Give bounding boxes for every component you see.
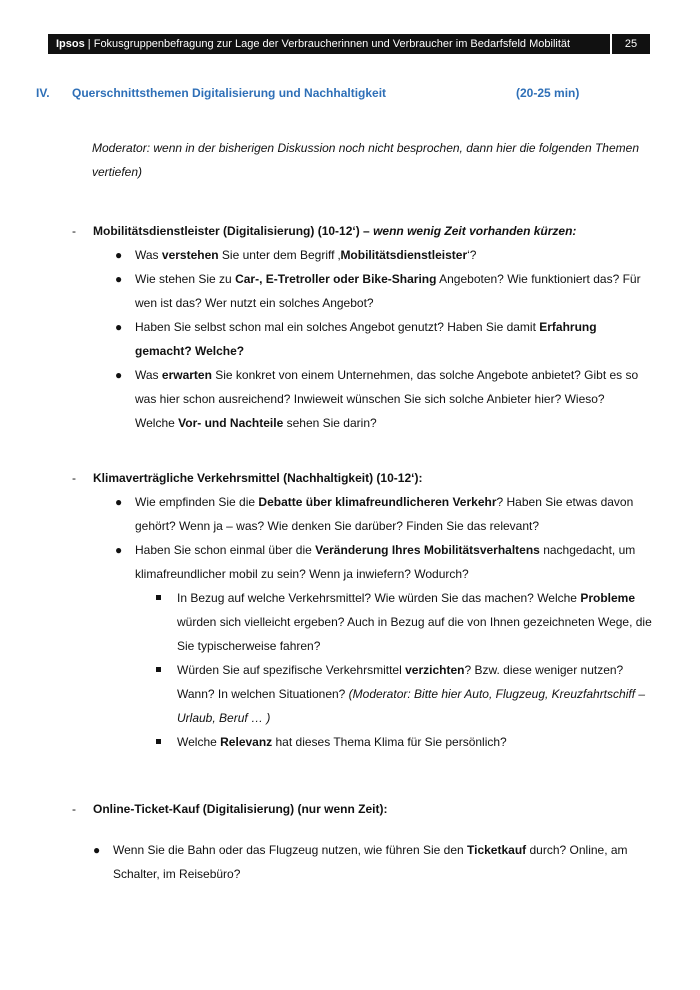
topic-title: Online-Ticket-Kauf (Digitalisierung) (nur wenn Zeit): — [93, 802, 388, 816]
topic2-subquestions — [177, 586, 655, 754]
text: Welche — [177, 735, 221, 749]
text-italic: (Moderator: Bitte hier Auto, Flugzeug, Kreuzfahrtschiff – Urlaub, Beruf … ) — [177, 687, 646, 725]
text: In Bezug auf welche Verkehrsmittel? Wie würden Sie das machen? Welche — [177, 591, 581, 605]
text: Welche — [135, 416, 179, 430]
topic-title — [93, 219, 576, 243]
dash-marker: - — [72, 802, 76, 816]
square-bullet-icon — [156, 739, 161, 744]
text: ? Bzw. diese weniger nutzen? Wann? In welchen Situationen? — [177, 663, 624, 701]
text: Sie unter dem Begriff ‚ — [218, 248, 341, 262]
bullet-icon: ● — [115, 543, 123, 557]
text: Angeboten? Wie funktioniert das? Für wen ist das? Wer nutzt ein solches Angebot? — [135, 272, 641, 310]
topic-title: Klimaverträgliche Verkehrsmittel (Nachhaltigkeit) (10-12‘): — [93, 471, 423, 485]
bullet-icon: ● — [115, 495, 123, 509]
topic1-questions — [115, 243, 655, 435]
bullet-icon: ● — [115, 248, 123, 262]
text: Wie empfinden Sie die — [135, 495, 259, 509]
dash-marker: - — [72, 224, 76, 238]
topic2-questions — [115, 490, 655, 754]
section-heading — [36, 84, 636, 102]
text-bold: verstehen — [161, 248, 219, 262]
moderator-note: Moderator: wenn in der bisherigen Diskussion noch nicht besprochen, dann hier die folgenden Themen vertiefen) — [92, 141, 640, 179]
page-header — [48, 34, 650, 54]
list-item — [115, 267, 655, 315]
square-bullet-icon — [156, 595, 161, 600]
text: Haben Sie selbst schon mal ein solches Angebot genutzt? Haben Sie damit — [135, 320, 540, 334]
text: hat dieses Thema Klima für Sie persönlich? — [272, 735, 507, 749]
text-bold: Veränderung Ihres Mobilitätsverhaltens — [315, 543, 540, 557]
text: nachgedacht, um klimafreundlicher mobil zu sein? Wenn ja inwiefern? Wodurch? — [135, 543, 636, 581]
bullet-icon: ● — [115, 320, 123, 334]
text: würden sich vielleicht ergeben? Auch in Bezug auf die von Ihnen gezeichneten Wege, die Sie typischerweise fahren? — [177, 615, 652, 653]
section-title: Querschnittsthemen Digitalisierung und Nachhaltigkeit — [72, 86, 387, 100]
text: durch? Online, am Schalter, im Reisebüro? — [113, 843, 628, 881]
topic-note: wenn wenig Zeit vorhanden kürzen: — [373, 224, 577, 238]
text: ‘? — [467, 248, 477, 262]
section-duration: (20-25 min) — [516, 86, 580, 100]
list-item — [93, 838, 643, 886]
header-brand: Ipsos — [56, 38, 85, 50]
topic3-questions — [93, 838, 643, 886]
sub-list-item — [177, 586, 655, 658]
section-number: IV. — [36, 86, 50, 100]
text-bold: Erfahrung gemacht? Welche? — [135, 320, 597, 358]
header-title: Fokusgruppenbefragung zur Lage der Verbraucherinnen und Verbraucher im Bedarfsfeld Mobilität — [93, 38, 571, 50]
text-bold: erwarten — [161, 368, 212, 382]
text: Sie konkret von einem Unternehmen, das solche Angebote anbietet? Gibt es so was hier schon ausreichend? Inwieweit wünschen Sie sich solche Anbieter hier? Wieso? — [135, 368, 639, 406]
text-bold: Relevanz — [220, 735, 273, 749]
sub-list-item — [177, 730, 655, 754]
text: Haben Sie schon einmal über die — [135, 543, 316, 557]
text: Würden Sie auf spezifische Verkehrsmittel — [177, 663, 406, 677]
bullet-icon: ● — [93, 843, 101, 857]
sub-list-item — [177, 658, 655, 730]
text: Wie stehen Sie zu — [135, 272, 236, 286]
text-bold: verzichten — [405, 663, 465, 677]
text-bold: Vor- und Nachteile — [178, 416, 284, 430]
text: Was — [135, 248, 162, 262]
text-bold: Mobilitätsdienstleister — [340, 248, 468, 262]
text-bold: Debatte über klimafreundlicheren Verkehr — [258, 495, 497, 509]
text: ? Haben Sie etwas davon gehört? Wenn ja – was? Wie denken Sie darüber? Finden Sie das relevant? — [135, 495, 634, 533]
list-item — [115, 363, 655, 435]
text: Was — [135, 368, 162, 382]
list-item — [115, 538, 655, 754]
list-item — [115, 315, 655, 363]
bullet-icon: ● — [115, 272, 123, 286]
square-bullet-icon — [156, 667, 161, 672]
text: Wenn Sie die Bahn oder das Flugzeug nutzen, wie führen Sie den — [113, 843, 468, 857]
list-item — [115, 490, 655, 538]
dash-marker: - — [72, 471, 76, 485]
text-bold: Car-, E-Tretroller oder Bike-Sharing — [235, 272, 437, 286]
header-title-bar — [48, 34, 610, 54]
list-item — [115, 243, 655, 267]
text-bold: Probleme — [580, 591, 636, 605]
topic-title-text: Mobilitätsdienstleister (Digitalisierung) (10-12‘) – — [93, 224, 374, 238]
header-separator: | — [84, 38, 94, 50]
bullet-icon: ● — [115, 368, 123, 382]
page-number: 25 — [612, 34, 650, 54]
text: sehen Sie darin? — [283, 416, 377, 430]
text-bold: Ticketkauf — [467, 843, 527, 857]
